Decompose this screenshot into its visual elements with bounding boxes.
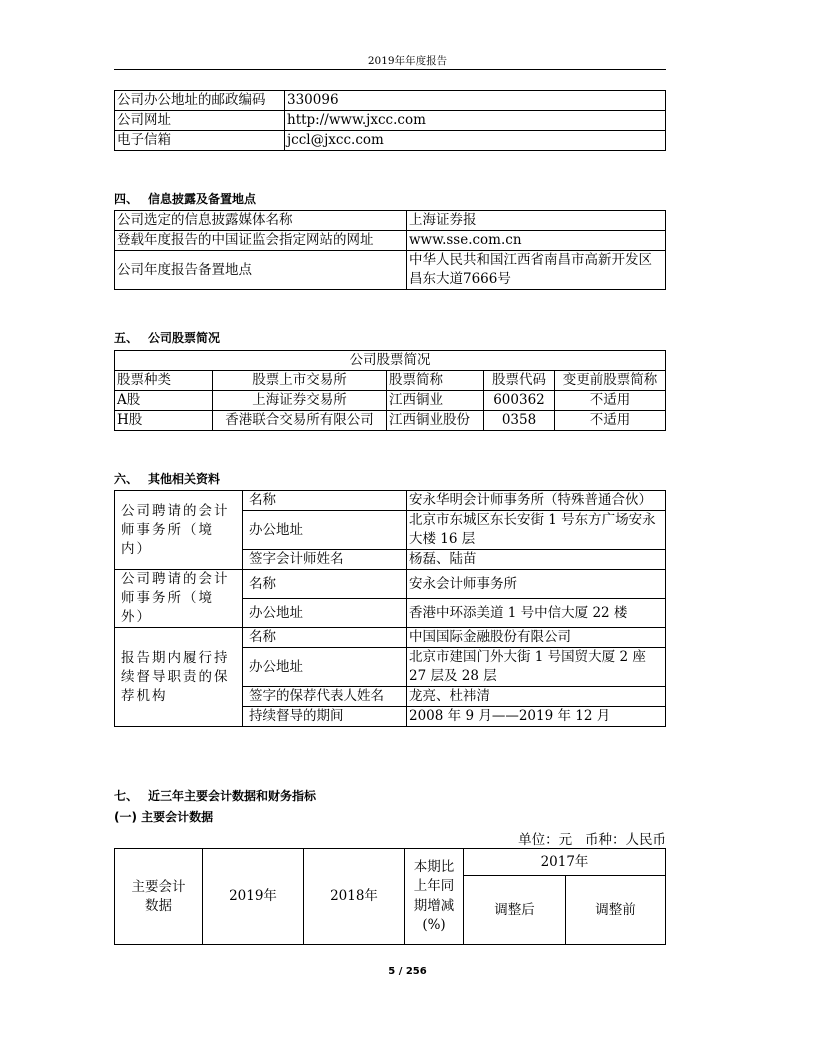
field-label: 签字的保荐代表人姓名	[243, 687, 407, 707]
header-divider	[114, 69, 666, 70]
contact-label: 公司办公地址的邮政编码	[115, 91, 285, 111]
table-cell: A股	[115, 391, 213, 411]
subsection-title: 主要会计数据	[141, 810, 214, 824]
table-row	[115, 491, 666, 511]
table-row	[115, 251, 666, 290]
table-header-row	[115, 371, 666, 391]
field-label: 签字会计师姓名	[243, 550, 407, 570]
disclosure-value: 上海证券报	[407, 211, 666, 231]
related-info-table	[114, 490, 666, 727]
group-label: 公司聘请的会计师事务所（境外）	[115, 570, 243, 628]
table-cell: 不适用	[555, 391, 666, 411]
section-title: 信息披露及备置地点	[148, 192, 257, 206]
disclosure-label: 公司年度报告备置地点	[115, 251, 407, 290]
section-6-heading	[114, 470, 220, 487]
table-cell: 香港联合交易所有限公司	[213, 411, 387, 431]
field-label: 名称	[243, 570, 407, 599]
table-row	[115, 111, 666, 131]
section-7-heading	[114, 787, 316, 804]
column-header: 调整前	[566, 876, 666, 945]
accounting-data-table	[114, 848, 666, 945]
field-value: 安永华明会计师事务所（特殊普通合伙）	[407, 491, 666, 511]
page-number: 5 / 256	[388, 966, 427, 977]
column-header	[405, 849, 464, 945]
table-row	[115, 91, 666, 111]
contact-value: http://www.jxcc.com	[285, 111, 666, 131]
disclosure-label: 公司选定的信息披露媒体名称	[115, 211, 407, 231]
change-header: 本期比上年同期增减(%)	[413, 858, 455, 933]
table-row	[115, 131, 666, 151]
section-5-heading	[114, 329, 220, 346]
table-header-row	[115, 849, 666, 876]
field-value: 2008 年 9 月——2019 年 12 月	[407, 707, 666, 727]
field-label: 持续督导的期间	[243, 707, 407, 727]
disclosure-label: 登载年度报告的中国证监会指定网站的网址	[115, 231, 407, 251]
column-header	[115, 849, 203, 945]
table-row	[115, 570, 666, 599]
column-header: 股票种类	[115, 371, 213, 391]
field-value: 龙亮、杜祎清	[407, 687, 666, 707]
section-title: 近三年主要会计数据和财务指标	[148, 789, 317, 803]
contact-value: 330096	[285, 91, 666, 111]
field-label: 办公地址	[243, 599, 407, 628]
field-value: 中国国际金融股份有限公司	[407, 628, 666, 648]
group-label: 公司聘请的会计师事务所（境内）	[115, 491, 243, 570]
section-number: 七、	[114, 789, 139, 803]
group-label: 报告期内履行持续督导职责的保荐机构	[115, 628, 243, 727]
table-cell: 江西铜业	[387, 391, 484, 411]
contact-table	[114, 90, 666, 151]
contact-label: 电子信箱	[115, 131, 285, 151]
section-4-heading	[114, 190, 256, 207]
disclosure-value: 中华人民共和国江西省南昌市高新开发区昌东大道7666号	[407, 251, 666, 290]
unit-currency-note: 单位：元 币种：人民币	[518, 832, 666, 848]
stock-table	[114, 350, 666, 431]
subsection-heading	[114, 808, 213, 825]
table-row	[115, 628, 666, 648]
column-header: 2018年	[304, 849, 405, 945]
field-value: 杨磊、陆苗	[407, 550, 666, 570]
column-header: 2017年	[464, 849, 666, 876]
table-row	[115, 211, 666, 231]
table-cell: 不适用	[555, 411, 666, 431]
stock-table-title: 公司股票简况	[115, 351, 666, 371]
section-title: 公司股票简况	[148, 331, 221, 345]
column-header: 变更前股票简称	[555, 371, 666, 391]
table-cell: H股	[115, 411, 213, 431]
column-header: 股票上市交易所	[213, 371, 387, 391]
field-value: 北京市东城区东长安街 1 号东方广场安永大楼 16 层	[407, 511, 666, 550]
field-value: 北京市建国门外大街 1 号国贸大厦 2 座 27 层及 28 层	[407, 648, 666, 687]
field-value: 香港中环添美道 1 号中信大厦 22 楼	[407, 599, 666, 628]
contact-label: 公司网址	[115, 111, 285, 131]
column-header: 调整后	[464, 876, 566, 945]
section-number: 四、	[114, 192, 139, 206]
section-number: 五、	[114, 331, 139, 345]
column-header: 股票代码	[484, 371, 555, 391]
disclosure-table	[114, 210, 666, 290]
subsection-number: (一)	[114, 810, 137, 824]
table-row	[115, 411, 666, 431]
table-cell: 江西铜业股份	[387, 411, 484, 431]
disclosure-value: www.sse.com.cn	[407, 231, 666, 251]
field-value: 安永会计师事务所	[407, 570, 666, 599]
field-label: 名称	[243, 628, 407, 648]
table-row	[115, 231, 666, 251]
page-header-title: 2019年年度报告	[367, 55, 448, 67]
table-cell: 上海证券交易所	[213, 391, 387, 411]
table-title-row	[115, 351, 666, 371]
contact-value: jccl@jxcc.com	[285, 131, 666, 151]
field-label: 名称	[243, 491, 407, 511]
table-row	[115, 391, 666, 411]
section-number: 六、	[114, 472, 139, 486]
item-header: 主要会计数据	[131, 878, 186, 914]
column-header: 2019年	[203, 849, 304, 945]
table-cell: 0358	[484, 411, 555, 431]
column-header: 股票简称	[387, 371, 484, 391]
section-title: 其他相关资料	[148, 472, 221, 486]
field-label: 办公地址	[243, 511, 407, 550]
field-label: 办公地址	[243, 648, 407, 687]
table-cell: 600362	[484, 391, 555, 411]
